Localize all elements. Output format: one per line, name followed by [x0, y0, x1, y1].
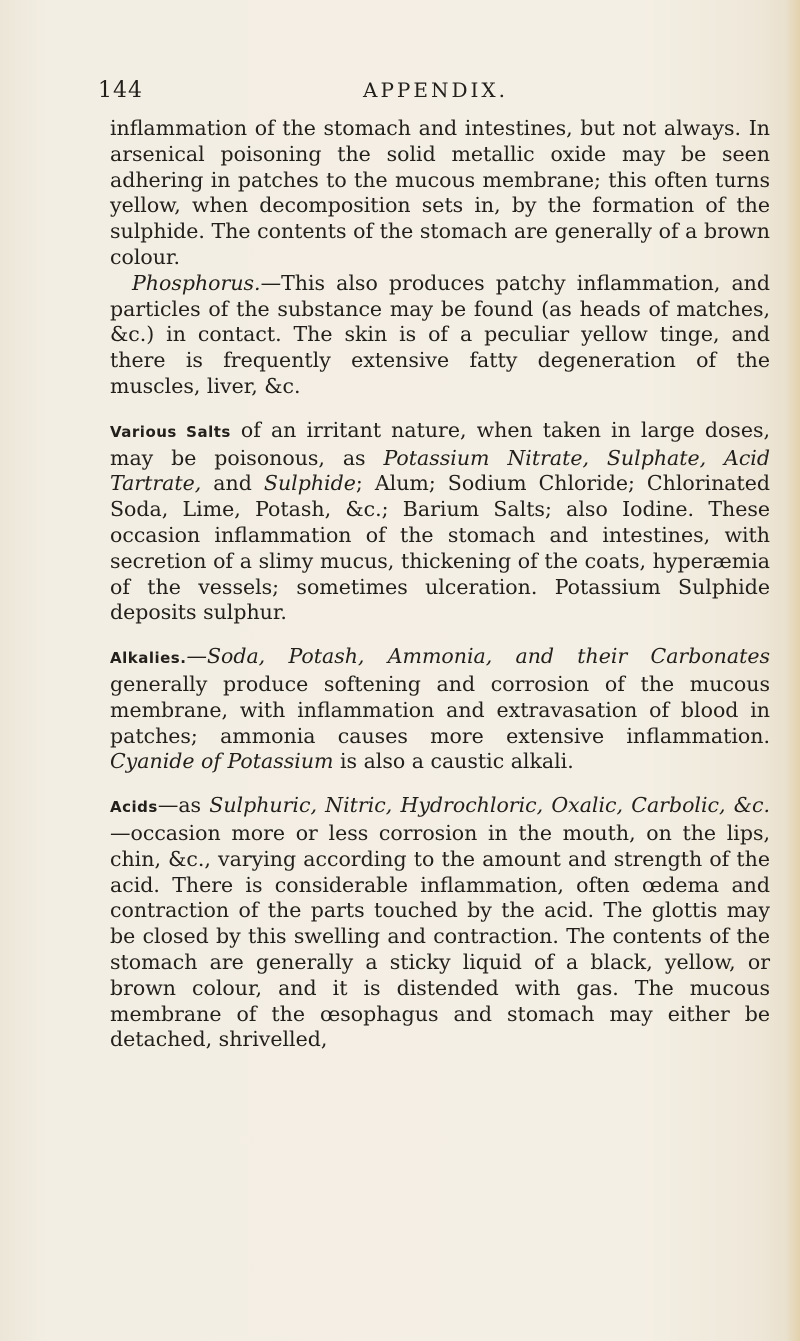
paragraph-text: and — [201, 471, 264, 496]
paragraph-text: ; Alum; Sodium Chloride; Chlorinated Soda, Lime, Potash, &c.; Barium Salts; also Iodine. These occasion inflammation of the stomach and intestines, with secretion of a slimy mucus, thickening of the coats, hyperæmia of the vessels; sometimes ulceration. Potassium Sulphide deposits sulphur. — [110, 471, 770, 625]
paragraph-text: —This also produces patchy inflammation, and particles of the substance may be found (as heads of matches, &c.) in contact. The skin is of a peculiar yellow tinge, and there is frequently extensive fatty degeneration of the muscles, liver, &c. — [110, 270, 770, 398]
italic-text: Cyanide of Potassium — [110, 749, 334, 774]
section-heading-various-salts: Various Salts — [110, 422, 231, 441]
paragraph-various-salts — [110, 418, 770, 626]
paragraph-arsenic — [110, 116, 770, 271]
paragraph-alkalies — [110, 644, 770, 775]
page-number: 144 — [98, 78, 143, 103]
paragraph-text: of an irritant nature, when taken in large doses, may be poisonous, as — [110, 417, 770, 470]
page-edge-shadow — [786, 0, 800, 1341]
paragraph-text: inflammation of the stomach and intestines, but not always. In arsenical poisoning the solid metallic oxide may be seen adhering in patches to the mucous membrane; this often turns yellow, when decomposition sets in, by the formation of the sulphide. The contents of the stomach are generally of a brown colour. — [110, 116, 770, 269]
body-text — [110, 116, 770, 1053]
running-head: APPENDIX. — [363, 78, 508, 102]
page-header — [98, 78, 718, 108]
paragraph-text: is also a caustic alkali. — [333, 749, 574, 774]
paragraph-phosphorus — [110, 271, 770, 400]
italic-text: Sulphuric, Nitric, Hydrochloric, Oxalic, Carbolic, &c. — [209, 793, 770, 818]
italic-text: —Soda, Potash, Ammonia, and their Carbonates — [186, 644, 770, 669]
paragraph-text: —as — [157, 793, 210, 818]
paragraph-acids — [110, 793, 770, 1053]
section-heading-acids: Acids — [110, 798, 158, 817]
section-heading-alkalies: Alkalies. — [110, 649, 187, 668]
italic-text: Sulphide — [263, 471, 356, 496]
italic-text: Potassium Nitrate, Sulphate, Acid Tartrate, — [110, 445, 770, 496]
paragraph-text: generally produce softening and corrosion of the mucous membrane, with inflammation and extravasation of blood in patches; ammonia causes more extensive inflammation. — [110, 671, 770, 748]
paragraph-text: —occasion more or less corrosion in the mouth, on the lips, chin, &c., varying according to the amount and strength of the acid. There is considerable inflammation, often œdema and contraction of the parts touched by the acid. The glottis may be closed by this swelling and contraction. The contents of the stomach are generally a sticky liquid of a black, yellow, or brown colour, and it is distended with gas. The mucous membrane of the œsophagus and stomach may either be detached, shrivelled, — [110, 820, 770, 1052]
section-heading-phosphorus: Phosphorus. — [132, 270, 261, 295]
